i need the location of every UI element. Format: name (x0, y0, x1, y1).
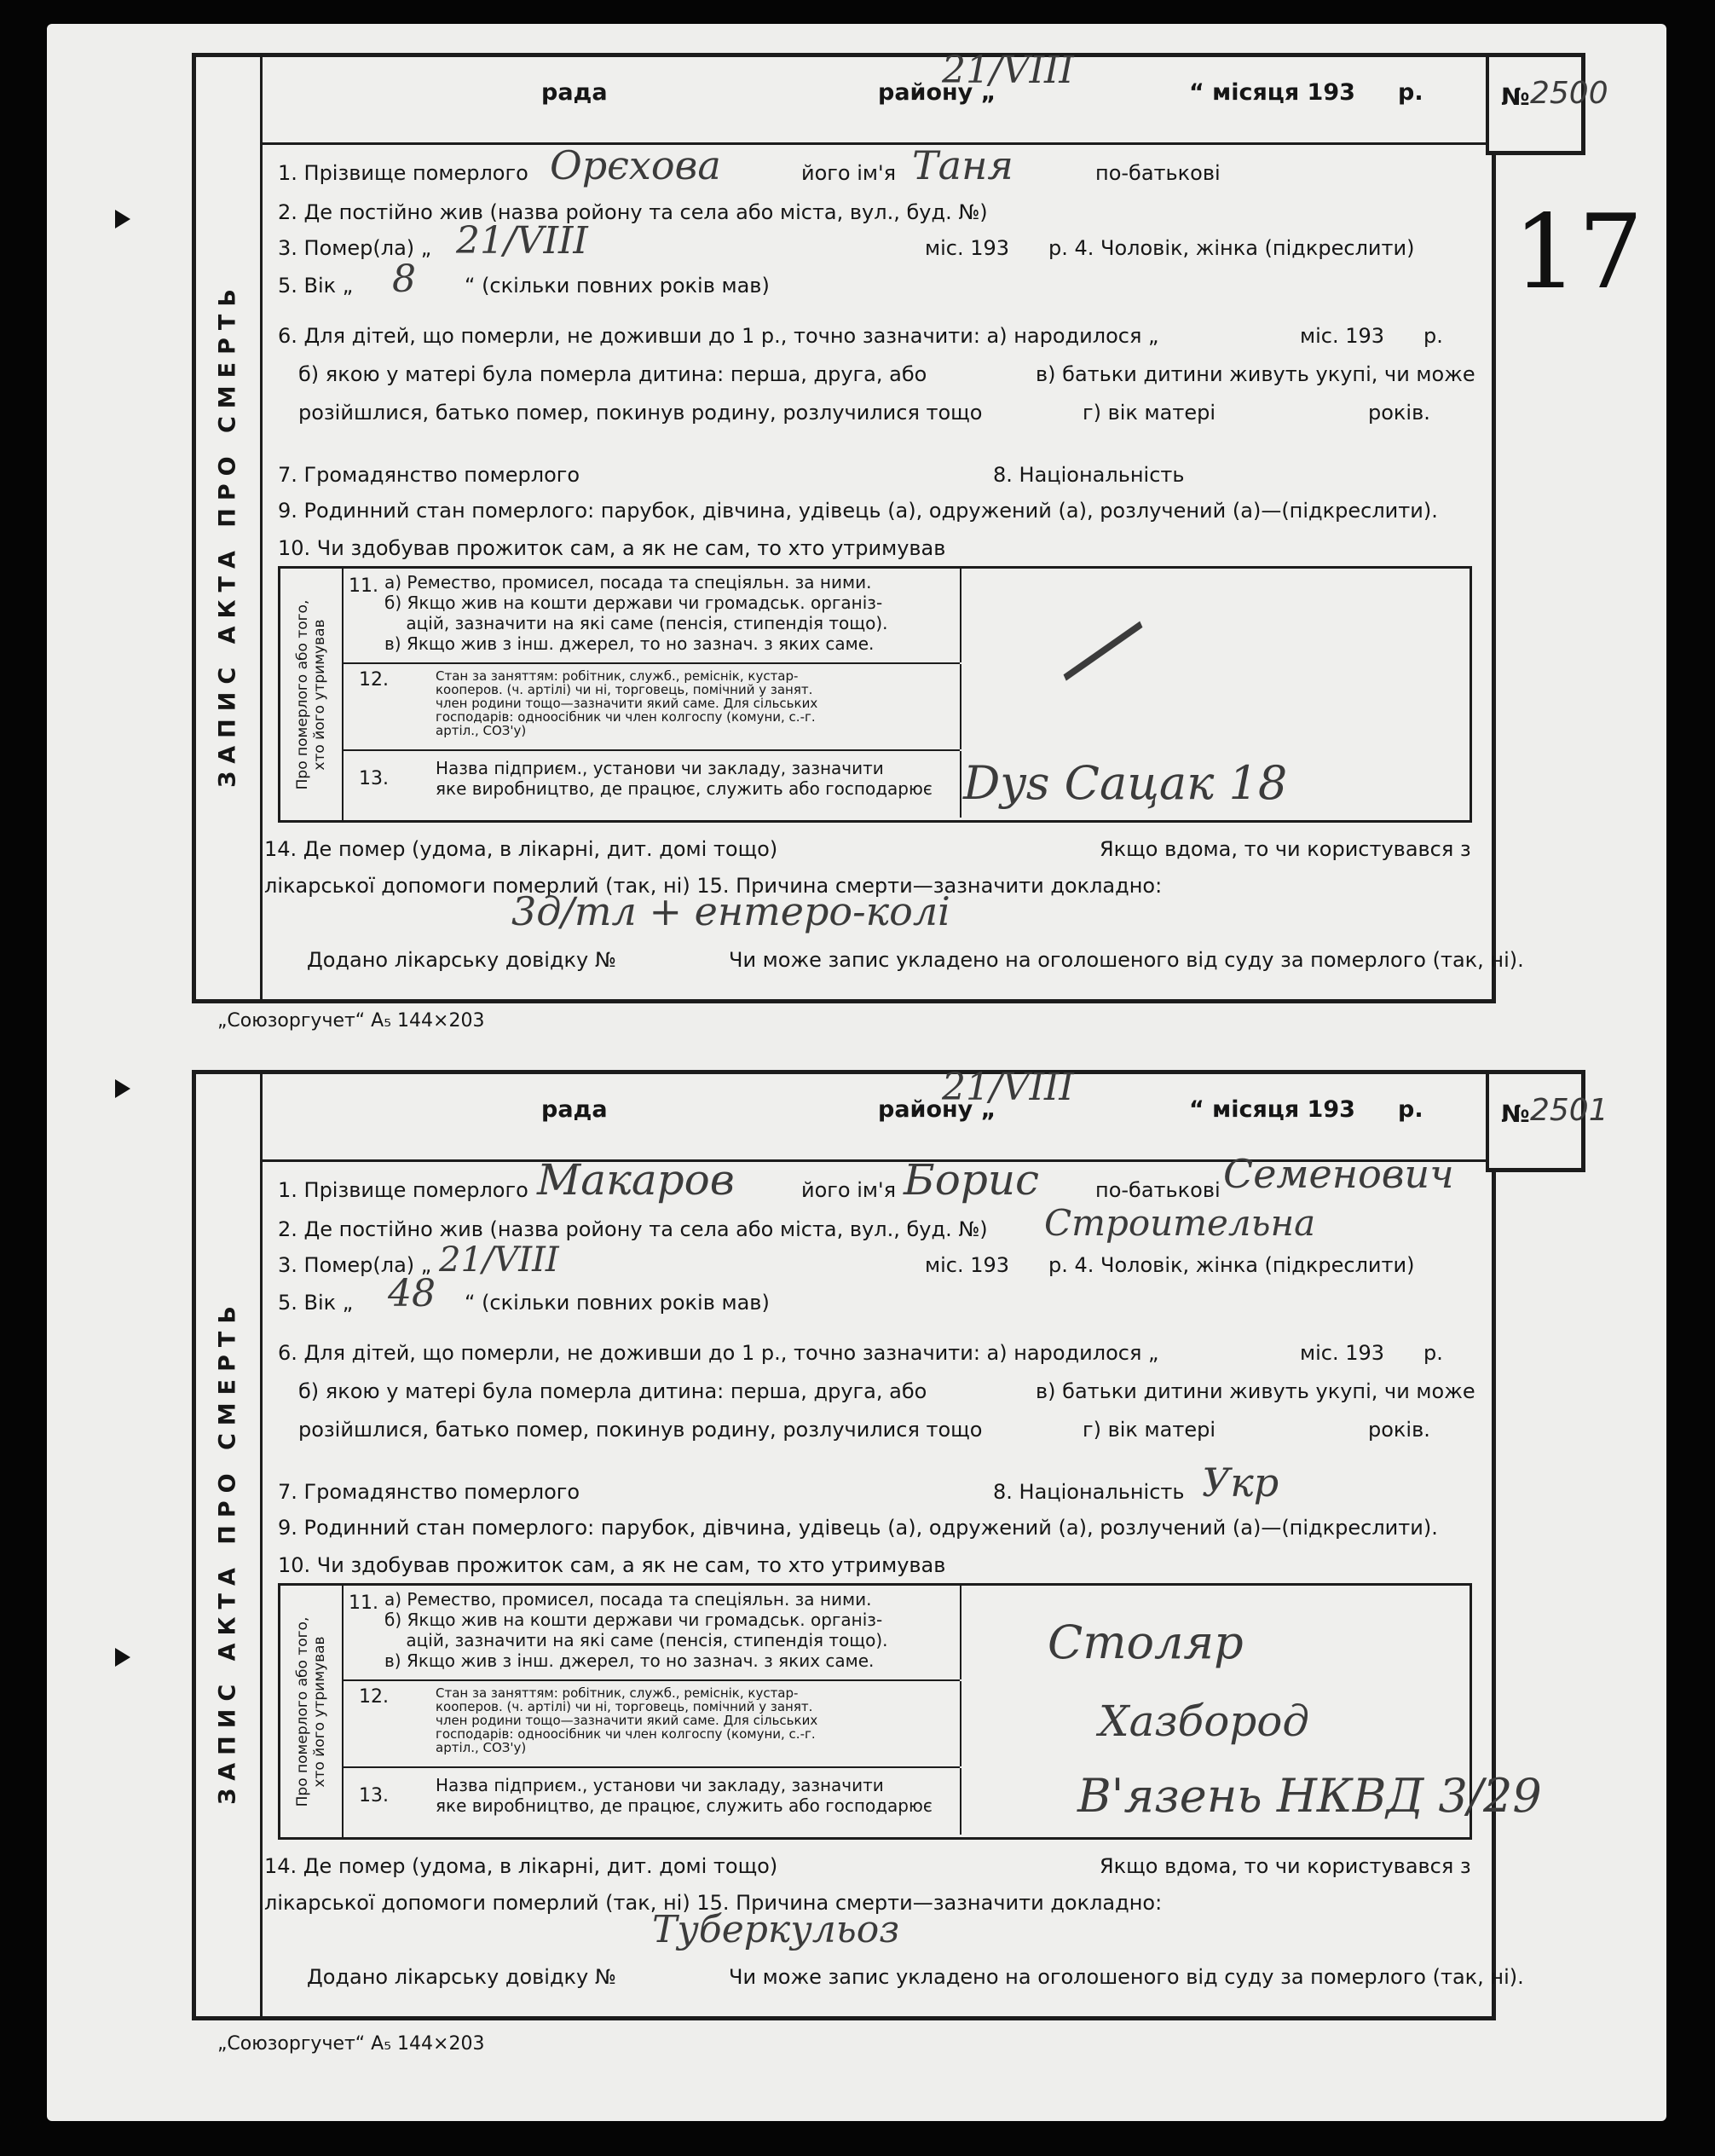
item-11-cell (342, 1586, 961, 1679)
record-number-label: № (1501, 83, 1530, 111)
hw-nationality: Укр (1202, 1459, 1279, 1506)
header-raion: району „ (878, 1096, 996, 1123)
header-rada: рада (541, 79, 608, 106)
line-9-marital: 9. Родинний стан померлого: парубок, дівчина, удівець (а), одружений (а), розлучений (а)—(підкреслити). (278, 499, 1438, 523)
line-3-died: 3. Помер(ла) „ (278, 1253, 432, 1277)
hw-date-top: 21/VIII (942, 1066, 1074, 1109)
binding-hole-marker (115, 1648, 130, 1667)
line-5-age: 5. Вік „ (278, 274, 354, 298)
line-15-cause: лікарської допомоги померлий (так, ні) 15. Причина смерти—зазначити докладно: (264, 1891, 1163, 1915)
hw-name: Борис (904, 1155, 1040, 1205)
header-year-suffix: р. (1398, 1096, 1423, 1123)
line-6a-children: 6. Для дітей, що померли, не доживши до 1 р., точно зазначити: а) народилося „ (278, 324, 1159, 348)
occupation-box (278, 566, 1472, 823)
item-13-cell (342, 1768, 961, 1835)
item-13-text: Назва підприєм., установи чи закладу, зазначити яке виробництво, де працює, служить або господарює (436, 1775, 933, 1816)
line-6c-years: років. (1368, 401, 1430, 425)
item-13-number: 13. (359, 768, 389, 789)
hw-cause: Туберкульоз (652, 1908, 900, 1951)
hw-surname: Макаров (537, 1155, 735, 1205)
line-1-patronymic: по-батькові (1095, 1178, 1221, 1202)
line-5-age-hint: “ (скільки повних років мав) (465, 1291, 770, 1315)
line-3-sex: р. 4. Чоловік, жінка (підкреслити) (1048, 1253, 1415, 1277)
hw-patronymic: Семенович (1223, 1151, 1454, 1197)
item-13-number: 13. (359, 1785, 389, 1806)
binding-hole-marker (115, 1079, 130, 1098)
line-3-died: 3. Помер(ла) „ (278, 236, 432, 260)
item-12-number: 12. (359, 669, 389, 691)
record-number-box (1486, 1070, 1608, 1172)
item-12-text: Стан за заняттям: робітник, служб., реміснік, кустар- кооперов. (ч. артілі) чи ні, торговець, помічний у занят. член родини тощо—зазначити який саме. Для сільських господарів: одноосібник чи член колгоспу (комуни, с.-г. артіл., СОЗ'у) (436, 1685, 818, 1755)
line-2-residence: 2. Де постійно жив (назва ройону та села або міста, вул., буд. №) (278, 200, 988, 224)
hw-name: Таня (912, 142, 1013, 188)
hw-died-date: 21/VIII (456, 219, 588, 263)
line-10-supported: 10. Чи здобував прожиток сам, а як не сам, то хто утримував (278, 1553, 946, 1577)
line-6a-month: міс. 193 (1300, 1341, 1385, 1365)
line-14-place: 14. Де помер (удома, в лікарні, дит. домі тощо) (264, 1854, 778, 1878)
item-12-cell (342, 1681, 961, 1766)
hw-occupation-2: Хазбород (1099, 1696, 1310, 1746)
line-14-home: Якщо вдома, то чи користувався з (1100, 1854, 1471, 1878)
record-number-label: № (1501, 1100, 1530, 1128)
item-11-number: 11. (349, 575, 378, 597)
item-12-number: 12. (359, 1686, 389, 1708)
hw-surname: Орєхова (550, 142, 721, 188)
occupation-box (278, 1583, 1542, 1840)
line-1-surname: 1. Прізвище померлого (278, 1178, 528, 1202)
line-14-place: 14. Де помер (удома, в лікарні, дит. домі тощо) (264, 837, 778, 861)
line-3-sex: р. 4. Чоловік, жінка (підкреслити) (1048, 236, 1415, 260)
item-13-text: Назва підприєм., установи чи закладу, зазначити яке виробництво, де працює, служить або господарює (436, 758, 933, 799)
record-number-box (1486, 53, 1608, 155)
hw-age: 48 (388, 1272, 436, 1315)
line-16-court: Чи може запис укладено на оголошеного від суду за померлого (так, ні). (729, 948, 1524, 972)
line-5-age-hint: “ (скільки повних років мав) (465, 274, 770, 298)
hw-side-number: 17 (1513, 194, 1643, 312)
hw-record-number: 2500 (1530, 76, 1608, 111)
line-16-certificate: Додано лікарську довідку № (307, 1965, 616, 1989)
line-5-age: 5. Вік „ (278, 1291, 354, 1315)
line-1-name: його ім'я (801, 1178, 897, 1202)
line-1-patronymic: по-батькові (1095, 161, 1221, 185)
line-6c-separated: розійшлися, батько помер, покинув родину, розлучилися тощо (298, 1418, 983, 1442)
line-7-citizenship: 7. Громадянство померлого (278, 1480, 580, 1504)
line-8-nationality: 8. Національність (993, 1480, 1185, 1504)
item-12-text: Стан за заняттям: робітник, служб., реміснік, кустар- кооперов. (ч. артілі) чи ні, торговець, помічний у занят. член родини тощо—зазначити який саме. Для сільських господарів: одноосібник чи член колгоспу (комуни, с.-г. артіл., СОЗ'у) (436, 668, 818, 738)
line-6c-years: років. (1368, 1418, 1430, 1442)
header-year-suffix: р. (1398, 79, 1423, 106)
line-6a-children: 6. Для дітей, що померли, не доживши до 1 р., точно зазначити: а) народилося „ (278, 1341, 1159, 1365)
line-3-month: міс. 193 (925, 236, 1010, 260)
line-6c-separated: розійшлися, батько помер, покинув родину, розлучилися тощо (298, 401, 983, 425)
line-6a-month: міс. 193 (1300, 324, 1385, 348)
death-record-form-2 (192, 1066, 1608, 2020)
line-6c-mother-age: г) вік матері (1083, 1418, 1216, 1442)
form-header (260, 1066, 1608, 1162)
hw-address: Строительна (1044, 1202, 1316, 1244)
item-11-text: а) Ремество, промисел, посада та спеціяльн. за ними. б) Якщо жив на кошти держави чи громадськ. організ- ацій, зазначити на які саме (пенсія, стипендія тощо). в) Якщо жив з інш. джерел, то но зазнач. з яких саме. (384, 572, 888, 654)
form-sidebar (196, 1074, 263, 2016)
line-3-month: міс. 193 (925, 1253, 1010, 1277)
item-11-text: а) Ремество, промисел, посада та спеціяльн. за ними. б) Якщо жив на кошти держави чи громадськ. організ- ацій, зазначити на які саме (пенсія, стипендія тощо). в) Якщо жив з інш. джерел, то но зазнач. з яких саме. (384, 1589, 888, 1671)
line-6b-birth-order: б) якою у матері була померла дитина: перша, друга, або (298, 362, 927, 386)
line-1-name: його ім'я (801, 161, 897, 185)
item-13-cell (342, 751, 961, 818)
form-vertical-title: ЗАПИС АКТА ПРО СМЕРТЬ (214, 1298, 241, 1805)
line-9-marital: 9. Родинний стан померлого: парубок, дівчина, удівець (а), одружений (а), розлучений (а)—(підкреслити). (278, 1516, 1438, 1540)
line-16-certificate: Додано лікарську довідку № (307, 948, 616, 972)
item-12-cell (342, 664, 961, 749)
form-1-footer: „Союзоргучет“ А₅ 144×203 (217, 1010, 485, 1032)
hw-date-top: 21/VIII (942, 49, 1074, 92)
line-14-home: Якщо вдома, то чи користувався з (1100, 837, 1471, 861)
form-vertical-title: ЗАПИС АКТА ПРО СМЕРТЬ (214, 281, 241, 788)
hw-cause-line2: 3д/тл + ентеро-колі (511, 888, 950, 934)
binding-hole-marker (115, 210, 130, 228)
hw-occupation-1: Столяр (1048, 1616, 1244, 1669)
header-raion: району „ (878, 79, 996, 106)
form-2-footer: „Союзоргучет“ А₅ 144×203 (217, 2033, 485, 2055)
line-6c-mother-age: г) вік матері (1083, 401, 1216, 425)
line-6b-parents: в) батьки дитини живуть укупі, чи може (1036, 1379, 1475, 1403)
hw-age: 8 (392, 257, 416, 301)
header-rada: рада (541, 1096, 608, 1123)
line-16-court: Чи може запис укладено на оголошеного від суду за померлого (так, ні). (729, 1965, 1524, 1989)
item-11-cell (342, 569, 961, 662)
form-header (260, 49, 1608, 145)
line-6b-birth-order: б) якою у матері була померла дитина: перша, друга, або (298, 1379, 927, 1403)
hw-record-number: 2501 (1530, 1093, 1608, 1128)
line-15-cause: лікарської допомоги померлий (так, ні) 15. Причина смерти—зазначити докладно: (264, 874, 1163, 898)
item-11-number: 11. (349, 1592, 378, 1614)
line-6a-year: р. (1423, 324, 1443, 348)
hw-occupation-3: В'язень НКВД 3/29 (1077, 1769, 1542, 1823)
line-1-surname: 1. Прізвище померлого (278, 161, 528, 185)
header-month: “ місяця 193 (1189, 1096, 1355, 1123)
line-10-supported: 10. Чи здобував прожиток сам, а як не сам, то хто утримував (278, 536, 946, 560)
line-6b-parents: в) батьки дитини живуть укупі, чи може (1036, 362, 1475, 386)
header-month: “ місяця 193 (1189, 79, 1355, 106)
hw-cause-line1: Dys Сацак 18 (963, 756, 1288, 810)
line-6a-year: р. (1423, 1341, 1443, 1365)
line-7-citizenship: 7. Громадянство померлого (278, 463, 580, 487)
line-2-residence: 2. Де постійно жив (назва ройону та села або міста, вул., буд. №) (278, 1217, 988, 1241)
form-sidebar (196, 57, 263, 999)
line-8-nationality: 8. Національність (993, 463, 1185, 487)
death-record-form-1 (192, 49, 1643, 1003)
hw-occupation-dash: — (1022, 567, 1175, 723)
hw-died-date: 21/VIII (439, 1240, 559, 1280)
occupation-box-vertical-label: Про померлого або того, хто його утримував (294, 599, 328, 789)
occupation-box-vertical-label: Про померлого або того, хто його утримував (294, 1616, 328, 1806)
